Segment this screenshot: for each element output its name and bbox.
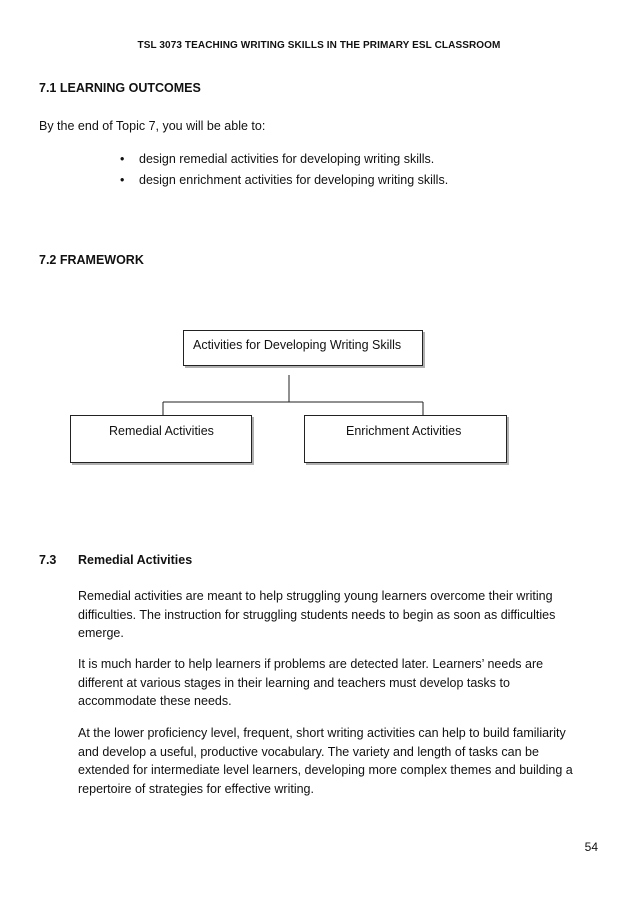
bullet-icon: •: [120, 152, 125, 166]
page-number: 54: [584, 840, 598, 854]
bullet-text: design remedial activities for developing writing skills.: [139, 152, 435, 166]
paragraph-line: repertoire of strategies for effective writing.: [78, 781, 314, 796]
diagram-root-box: [183, 330, 423, 366]
paragraph-line: Remedial activities are meant to help struggling young learners overcome their writing: [78, 589, 553, 603]
section-7-2-heading: 7.2 FRAMEWORK: [39, 253, 144, 267]
paragraph-line: emerge.: [78, 626, 124, 640]
bullet-icon: •: [120, 173, 125, 187]
paragraph-line: extended for intermediate level learners, developing more complex themes and building a: [78, 763, 573, 777]
section-7-3-heading: Remedial Activities: [78, 553, 193, 567]
section-7-1-intro: By the end of Topic 7, you will be able to:: [39, 119, 266, 133]
diagram-enrichment-label: Enrichment Activities: [346, 424, 462, 438]
diagram-root-label: Activities for Developing Writing Skills: [193, 338, 402, 352]
paragraph-learner-needs: [78, 655, 598, 711]
paragraph-remedial-intro: [78, 587, 598, 643]
paragraph-line: accommodate these needs.: [78, 694, 232, 708]
bullet-text: design enrichment activities for developing writing skills.: [139, 173, 449, 187]
paragraph-line: different at various stages in their learning and teachers must develop tasks to: [78, 675, 510, 690]
diagram-remedial-label: Remedial Activities: [109, 424, 214, 438]
diagram-remedial-box: [70, 415, 252, 463]
diagram-enrichment-box: [304, 415, 507, 463]
paragraph-line: and develop a useful, productive vocabulary. The variety and length of tasks can be: [78, 744, 539, 759]
section-7-3-number: 7.3: [39, 553, 57, 567]
paragraph-proficiency: [78, 724, 598, 798]
paragraph-line: At the lower proficiency level, frequent, short writing activities can help to build familiarity: [78, 726, 566, 740]
paragraph-line: It is much harder to help learners if problems are detected later. Learners’ needs are: [78, 657, 544, 671]
paragraph-line: difficulties. The instruction for struggling students needs to begin as soon as difficulties: [78, 607, 556, 622]
section-7-1-heading: 7.1 LEARNING OUTCOMES: [39, 81, 201, 95]
page-header: TSL 3073 TEACHING WRITING SKILLS IN THE PRIMARY ESL CLASSROOM: [137, 40, 501, 51]
